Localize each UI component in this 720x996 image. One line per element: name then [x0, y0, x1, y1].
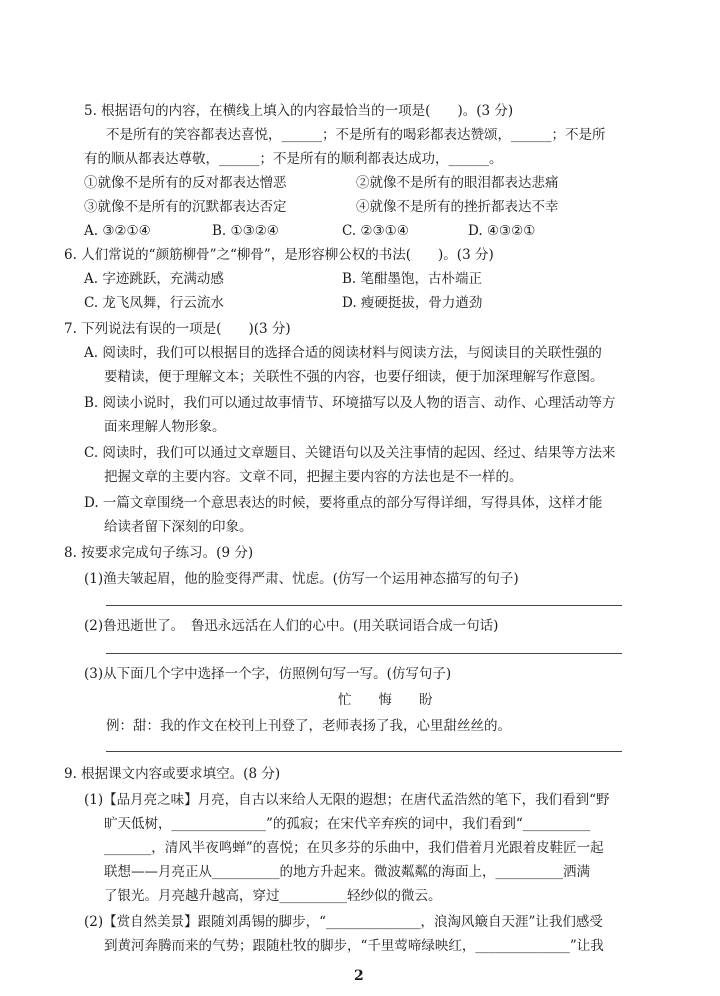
q5-choice-c: C. ②③①④: [342, 223, 409, 239]
q8-answer-line-2[interactable]: [106, 653, 622, 654]
q5-choice-a: A. ③②①④: [84, 223, 151, 239]
q8-sub3: (3)从下面几个字中选择一个字，仿照例句写一写。(仿写句子): [84, 666, 452, 682]
q9-part1-line1: (1)【品月亮之味】月亮，自古以来给人无限的遐想；在唐代孟浩然的笔下，我们看到“野: [84, 792, 610, 808]
q9-part1-line5: 了银光。月亮越升越高，穿过__________轻纱似的微云。: [104, 888, 442, 904]
q5-option-2: ②就像不是所有的眼泪都表达悲痛: [356, 175, 559, 191]
q5-option-4: ④就像不是所有的挫折都表达不幸: [356, 199, 559, 215]
q9-part1-line2: 旷天低树，______________”的孤寂；在宋代辛弃疾的词中，我们看到“__________: [104, 816, 591, 832]
q9-stem: 9. 根据课文内容或要求填空。(8 分): [64, 766, 281, 782]
q7-stem: 7. 下列说法有误的一项是( )(3 分): [64, 321, 291, 337]
q6-choice-d: D. 瘦硬挺拔，骨力遒劲: [342, 295, 483, 311]
q7-choice-b-line2: 面来理解人物形象。: [104, 419, 226, 435]
q9-part1-line4: 联想——月亮正从__________的地方升起来。微波粼粼的海面上，__________洒满: [104, 864, 590, 880]
q8-char-choices: 忙 悔 盼: [338, 692, 433, 708]
q8-example: 例：甜：我的作文在校刊上刊登了，老师表扬了我，心里甜丝丝的。: [106, 718, 511, 734]
q7-choice-d-line1: D. 一篇文章围绕一个意思表达的时候，要将重点的部分写得详细，写得具体，这样才能: [84, 495, 603, 511]
q8-answer-line-3[interactable]: [106, 751, 622, 752]
q5-option-3: ③就像不是所有的沉默都表达否定: [84, 199, 287, 215]
q7-choice-b-line1: B. 阅读小说时，我们可以通过故事情节、环境描写以及人物的语言、动作、心理活动等方: [84, 395, 616, 411]
q8-answer-line-1[interactable]: [106, 605, 622, 606]
q6-stem: 6. 人们常说的“颜筋柳骨”之“柳骨”，是形容柳公权的书法( )。(3 分): [64, 247, 494, 263]
q8-stem: 8. 按要求完成句子练习。(9 分): [64, 545, 254, 561]
q6-choice-c: C. 龙飞凤舞，行云流水: [84, 295, 224, 311]
q8-sub2: (2)鲁迅逝世了。 鲁迅永远活在人们的心中。(用关联词语合成一句话): [84, 618, 499, 634]
q5-choice-b: B. ①③②④: [212, 223, 279, 239]
q5-option-1: ①就像不是所有的反对都表达憎恶: [84, 175, 287, 191]
q5-choice-d: D. ④③②①: [468, 223, 536, 239]
q9-part2-line2: 到黄河奔腾而来的气势；跟随杜牧的脚步，“千里莺啼绿映红，______________”让我: [104, 938, 604, 954]
page-number: 2: [354, 968, 364, 984]
q7-choice-c-line2: 把握文章的主要内容。文章不同，把握主要内容的方法也是不一样的。: [104, 469, 523, 485]
q5-para-line2: 有的顺从都表达尊敬，______；不是所有的顺利都表达成功，______。: [84, 151, 503, 167]
q7-choice-c-line1: C. 阅读时，我们可以通过文章题目、关键语句以及关注事情的起因、经过、结果等方法来: [84, 445, 616, 461]
q7-choice-a-line1: A. 阅读时，我们可以根据目的选择合适的阅读材料与阅读方法，与阅读目的关联性强的: [84, 345, 602, 361]
q6-choice-b: B. 笔酣墨饱，古朴端正: [342, 271, 483, 287]
q9-part1-line3: _______，清风半夜鸣蝉”的喜悦；在贝多芬的乐曲中，我们借着月光跟着皮鞋匠一起: [104, 840, 604, 856]
q7-choice-a-line2: 要精读，便于理解文本；关联性不强的内容，也要仔细读，便于加深理解写作意图。: [104, 369, 604, 385]
q9-part2-line1: (2)【赏自然美景】跟随刘禹锡的脚步，“______________，浪淘风簸自天涯”让我们感受: [84, 914, 603, 930]
q7-choice-d-line2: 给读者留下深刻的印象。: [104, 519, 253, 535]
q5-stem: 5. 根据语句的内容，在横线上填入的内容最恰当的一项是( )。(3 分): [84, 103, 514, 119]
q8-sub1: (1)渔夫皱起眉，他的脸变得严肃、忧虑。(仿写一个运用神态描写的句子): [84, 571, 519, 587]
q6-choice-a: A. 字迹跳跃，充满动感: [84, 271, 224, 287]
q5-para-line1: 不是所有的笑容都表达喜悦，______；不是所有的喝彩都表达赞颂，______；不是所: [106, 127, 606, 143]
